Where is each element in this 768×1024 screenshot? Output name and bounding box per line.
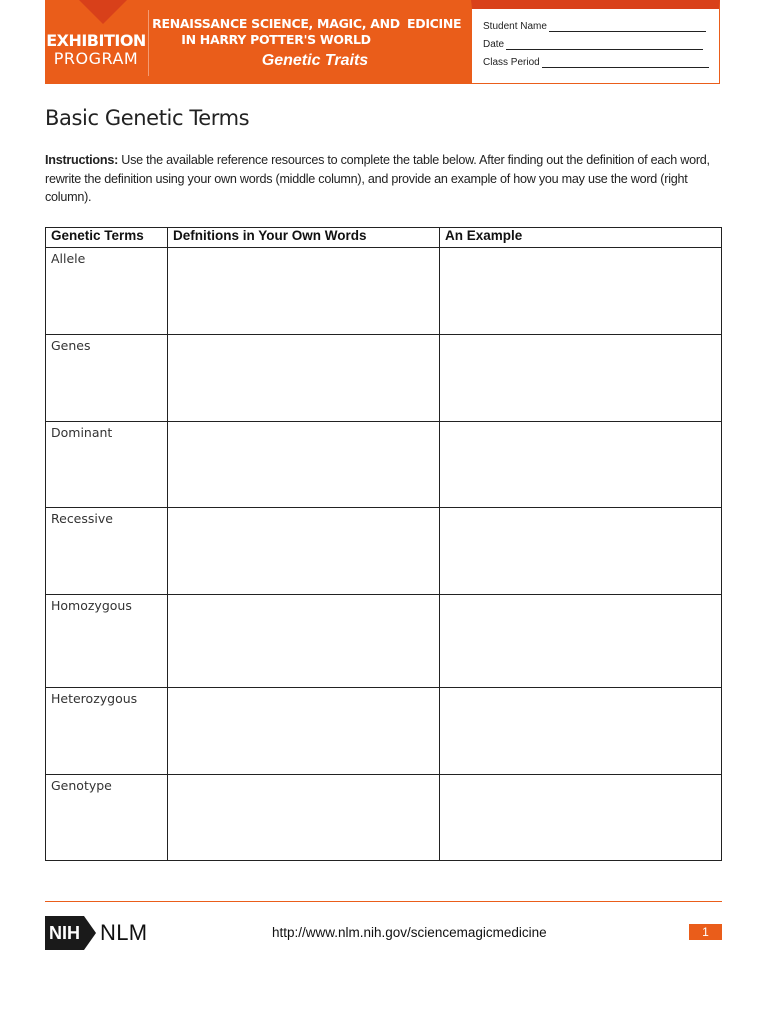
term-cell: Heterozygous: [46, 688, 168, 775]
logo-notch-shape: [79, 0, 127, 24]
definition-cell[interactable]: [168, 422, 440, 508]
definition-cell[interactable]: [168, 775, 440, 861]
exhibition-program-logo: [45, 0, 147, 84]
logo-divider: [148, 10, 149, 76]
instructions-text: Use the available reference resources to complete the table below. After finding out the definition of each word, rewrite the definition using your own words (middle column), and provide an example of how you may use the word (right column).: [45, 153, 710, 204]
instructions-label: Instructions:: [45, 153, 119, 167]
header-banner: [45, 0, 471, 84]
page-title: Basic Genetic Terms: [45, 106, 250, 130]
table-row: [46, 335, 722, 422]
table-row: [46, 688, 722, 775]
header: [45, 0, 720, 84]
table-header-row: [46, 228, 722, 248]
nih-arrow-icon: [84, 916, 96, 950]
term-cell: Genotype: [46, 775, 168, 861]
student-info-box: [471, 0, 720, 84]
example-cell[interactable]: [440, 422, 722, 508]
nih-nlm-logo: [45, 916, 147, 950]
footer-url[interactable]: http://www.nlm.nih.gov/sciencemagicmedicine: [272, 925, 547, 940]
student-name-label: Student Name: [483, 21, 547, 32]
term-cell: Genes: [46, 335, 168, 422]
table-row: [46, 595, 722, 688]
example-cell[interactable]: [440, 775, 722, 861]
date-label: Date: [483, 39, 505, 50]
definition-cell[interactable]: [168, 248, 440, 335]
exhibit-title-line-2: IN HARRY POTTER'S WORLD: [181, 32, 371, 47]
exhibit-title-line-1: RENAISSANCE SCIENCE, MAGIC, AND: [152, 16, 400, 31]
worksheet-subtitle: Genetic Traits: [261, 52, 369, 69]
logo-line-2: PROGRAM: [53, 49, 139, 68]
date-field[interactable]: [483, 37, 703, 50]
class-period-line[interactable]: [542, 55, 709, 68]
definition-cell[interactable]: [168, 508, 440, 595]
example-cell[interactable]: [440, 508, 722, 595]
genetic-terms-table: [45, 227, 722, 861]
instructions: [45, 151, 725, 207]
column-header-definitions: Defnitions in Your Own Words: [168, 228, 440, 248]
date-line[interactable]: [506, 37, 703, 50]
class-period-field[interactable]: [483, 55, 709, 68]
definition-cell[interactable]: [168, 595, 440, 688]
column-header-terms: Genetic Terms: [46, 228, 168, 248]
nlm-logo-text: NLM: [100, 920, 148, 945]
student-name-field[interactable]: [483, 19, 706, 32]
table-row: [46, 775, 722, 861]
student-name-line[interactable]: [549, 19, 706, 32]
example-cell[interactable]: [440, 595, 722, 688]
definition-cell[interactable]: [168, 335, 440, 422]
table-row: [46, 508, 722, 595]
example-cell[interactable]: [440, 688, 722, 775]
term-cell: Allele: [46, 248, 168, 335]
table-row: [46, 422, 722, 508]
example-cell[interactable]: [440, 335, 722, 422]
logo-line-1: EXHIBITION: [46, 31, 146, 50]
column-header-example: An Example: [440, 228, 722, 248]
table-row: [46, 248, 722, 335]
class-period-label: Class Period: [483, 57, 540, 68]
exhibit-title-line-1-end: EDICINE: [407, 16, 462, 31]
page-number: 1: [689, 924, 722, 940]
example-cell[interactable]: [440, 248, 722, 335]
term-cell: Dominant: [46, 422, 168, 508]
nih-logo-box: NIH: [45, 916, 84, 950]
definition-cell[interactable]: [168, 688, 440, 775]
term-cell: Recessive: [46, 508, 168, 595]
footer-divider: [45, 901, 722, 902]
term-cell: Homozygous: [46, 595, 168, 688]
